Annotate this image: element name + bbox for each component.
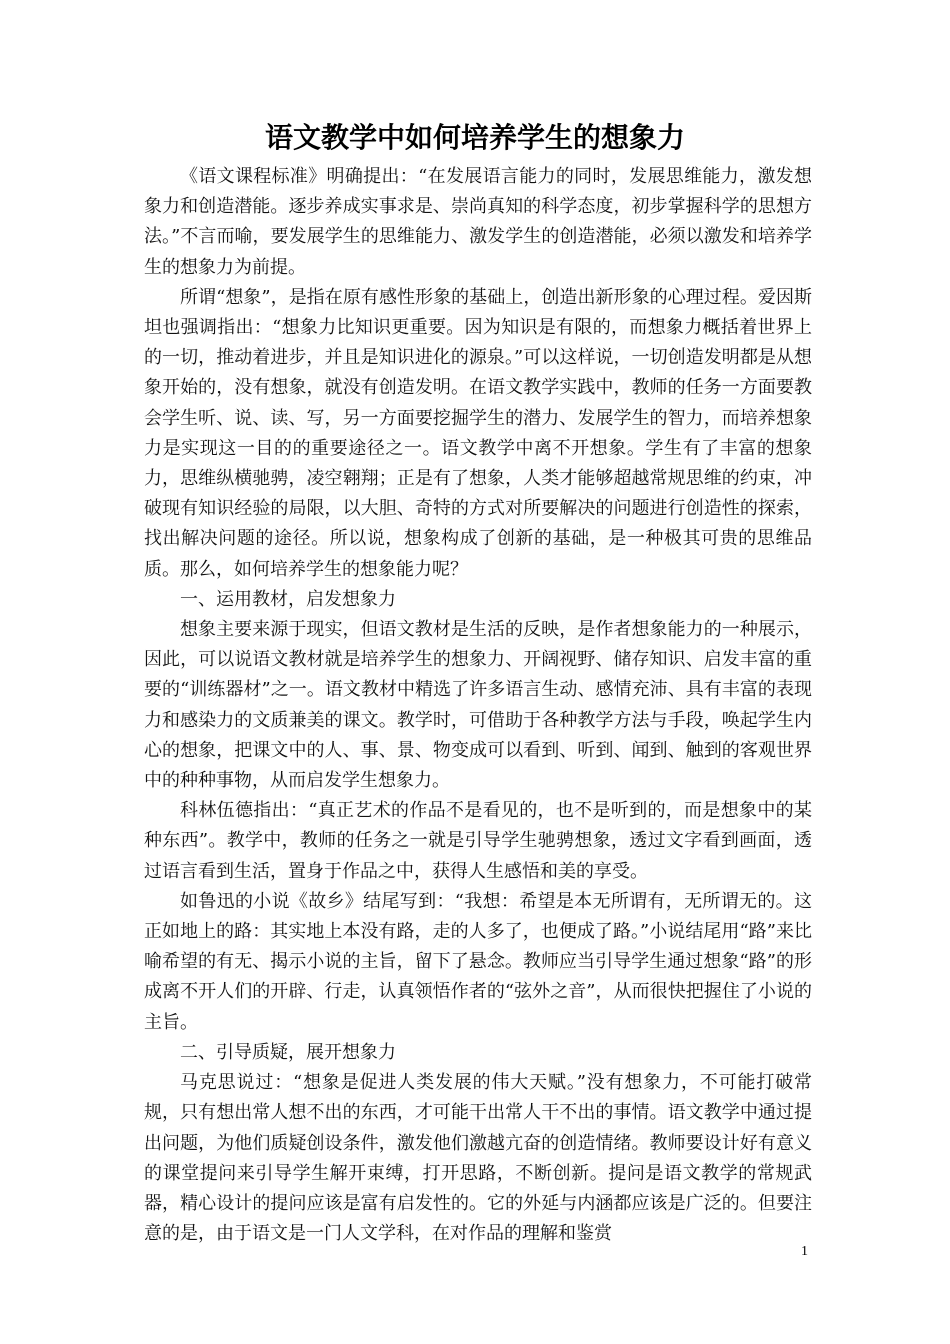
section-heading-1: 一、运用教材，启发想象力 — [180, 588, 396, 610]
page-number: 1 — [801, 1244, 808, 1259]
paragraph-intro: 《语文课程标准》明确提出：“在发展语言能力的同时，发展思维能力，激发想象力和创造潜能。逐步养成实事求是、崇尚真知的科学态度，初步掌握科学的思想方法。”不言而喻，要发展学生的思维能力、激发学生的创造潜能，必须以激发和培养学生的想象力为前提。 — [144, 166, 812, 278]
section-heading-2: 二、引导质疑，展开想象力 — [180, 1041, 396, 1063]
paragraph-definition: 所谓“想象”，是指在原有感性形象的基础上，创造出新形象的心理过程。爱因斯坦也强调指出：“想象力比知识更重要。因为知识是有限的，而想象力概括着世界上的一切，推动着进步，并且是知识进化的源泉。”可以这样说，一切创造发明都是从想象开始的，没有想象，就没有创造发明。在语文教学实践中，教师的任务一方面要教会学生听、说、读、写，另一方面要挖掘学生的潜力、发展学生的智力，而培养想象力是实现这一目的的重要途径之一。语文教学中离不开想象。学生有了丰富的想象力，思维纵横驰骋，凌空翱翔；正是有了想象，人类才能够超越常规思维的约束，冲破现有知识经验的局限，以大胆、奇特的方式对所要解决的问题进行创造性的探索，找出解决问题的途径。所以说，想象构成了创新的基础，是一种极其可贵的思维品质。那么，如何培养学生的想象能力呢？ — [144, 286, 812, 580]
document-body — [144, 162, 812, 1249]
paragraph-collingwood: 科林伍德指出：“真正艺术的作品不是看见的，也不是听到的，而是想象中的某种东西”。教学中，教师的任务之一就是引导学生驰骋想象，透过文字看到画面，透过语言看到生活，置身于作品之中，获得人生感悟和美的享受。 — [144, 800, 812, 882]
paragraph-luxun: 如鲁迅的小说《故乡》结尾写到：“我想：希望是本无所谓有，无所谓无的。这正如地上的路：其实地上本没有路，走的人多了，也便成了路。”小说结尾用“路”来比喻希望的有无、揭示小说的主旨，留下了悬念。教师应当引导学生通过想象“路”的形成离不开人们的开辟、行走，认真领悟作者的“弦外之音”，从而很快把握住了小说的主旨。 — [144, 890, 812, 1033]
paragraph-marx: 马克思说过：“想象是促进人类发展的伟大天赋。”没有想象力，不可能打破常规，只有想出常人想不出的东西，才可能干出常人干不出的事情。语文教学中通过提出问题，为他们质疑创设条件，激发他们激越亢奋的创造情绪。教师要设计好有意义的课堂提问来引导学生解开束缚，打开思路，不断创新。提问是语文教学的常规武器，精心设计的提问应该是富有启发性的。它的外延与内涵都应该是广泛的。但要注意的是，由于语文是一门人文学科，在对作品的理解和鉴赏 — [144, 1072, 812, 1245]
document-title: 语文教学中如何培养学生的想象力 — [264, 121, 685, 154]
paragraph-textbook: 想象主要来源于现实，但语文教材是生活的反映，是作者想象能力的一种展示，因此，可以说语文教材就是培养学生的想象力、开阔视野、储存知识、启发丰富的重要的“训练器材”之一。语文教材中精选了许多语言生动、感情充沛、具有丰富的表现力和感染力的文质兼美的课文。教学时，可借助于各种教学方法与手段，唤起学生内心的想象，把课文中的人、事、景、物变成可以看到、听到、闻到、触到的客观世界中的种种事物，从而启发学生想象力。 — [144, 619, 812, 792]
